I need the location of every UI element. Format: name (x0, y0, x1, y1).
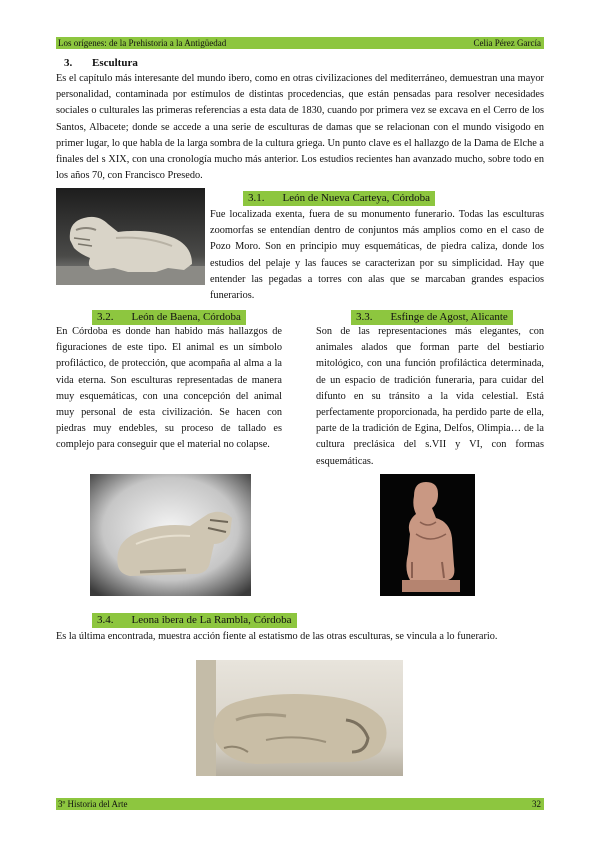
subsection-title: Leona ibera de La Rambla, Córdoba (131, 614, 292, 626)
subsection-number: 3.1. (248, 192, 265, 204)
subsection-text-3-3: Son de las representaciones más elegantes, con animales alados que forman parte del bestiario mitológico, con una función profiláctica determinada, de un espacio de tradición funeraria, para cuidar del difunto en su tránsito a la vida celestial. Está perfectamente proporcionada, ha perdido parte de ella, parte de la tradición de Egina, Delfos, Olimpia… de la cultura preclásica del s.VII y VI, con formas esquemáticas. (316, 326, 544, 467)
subsection-number: 3.4. (97, 614, 114, 626)
header-author: Celia Pérez García (473, 38, 541, 48)
subsection-title: León de Baena, Córdoba (131, 311, 241, 323)
subsection-number: 3.3. (356, 311, 373, 323)
section-heading (64, 57, 138, 69)
subsection-title: León de Nueva Carteya, Córdoba (282, 192, 431, 204)
intro-paragraph: Es el capítulo más interesante del mundo ibero, como en otras civilizaciones del mediterráneo, demuestran una mayor personalidad, contaminada por estímulos de distintas procedencias, que están pensadas para resolver necesidades sociales o culturales las primeras referencias a esta data de 1830, cuando por primera vez se excava en el Cerro de los Santos, Albacete; donde se accede a una serie de esculturas de damas que se relacionan con el mundo visigodo en primer lugar, lo que habla de la larga sombra de la cultura griega. Un punto clave es el hallazgo de la Dama de Elche a finales del s XIX, con una cronología mucho más anterior. Los estudios recientes han avanzado mucho, sobre todo en los años 70, con Francisco Presedo. (56, 73, 544, 182)
subsection-heading-3-4 (92, 613, 297, 628)
page-header (56, 37, 544, 49)
page-number: 32 (532, 799, 541, 809)
header-title: Los orígenes: de la Prehistoria a la Antigüedad (58, 38, 227, 48)
subsection-text-3-2: En Córdoba es donde han habido más hallazgos de figuraciones de este tipo. El animal es un símbolo profiláctico, de protección, que acompaña al alma a la vida eterna. Son esculturas representadas de manera muy esquemáticas, con una concepción del animal muy personal de esta civilización. Se hacen con piedras muy endebles, su proceso de tallado es complejo para conseguir que el material no colapse. (56, 326, 282, 451)
photo-esfinge-agost (380, 474, 475, 596)
subsection-text-3-1: Fue localizada exenta, fuera de su monumento funerario. Todas las esculturas zoomorfas se entendían dentro de conjuntos más amplios como en el caso de Pozo Moro. Son en principio muy esquemáticas, de piedra caliza, donde los estudios del pelaje y las fauces se caracterizan por su simplicidad. Hay que entender las pegadas a torres con alas que se marcaban grandes espacios funerarios. (210, 209, 544, 302)
subsection-heading-3-3 (351, 310, 513, 325)
footer-course: 3º Historia del Arte (58, 799, 128, 809)
subsection-heading-3-1 (243, 191, 435, 206)
photo-leon-baena (90, 474, 251, 596)
subsection-heading-3-2 (92, 310, 246, 325)
photo-leona-la-rambla (196, 660, 403, 776)
section-number: 3. (64, 57, 73, 69)
section-title: Escultura (92, 57, 138, 69)
page-footer (56, 798, 544, 810)
subsection-title: Esfinge de Agost, Alicante (390, 311, 508, 323)
photo-leon-nueva-carteya (56, 188, 205, 285)
subsection-text-3-4: Es la última encontrada, muestra acción fiente al estatismo de las otras esculturas, se vincula a lo funerario. (56, 631, 498, 642)
subsection-number: 3.2. (97, 311, 114, 323)
